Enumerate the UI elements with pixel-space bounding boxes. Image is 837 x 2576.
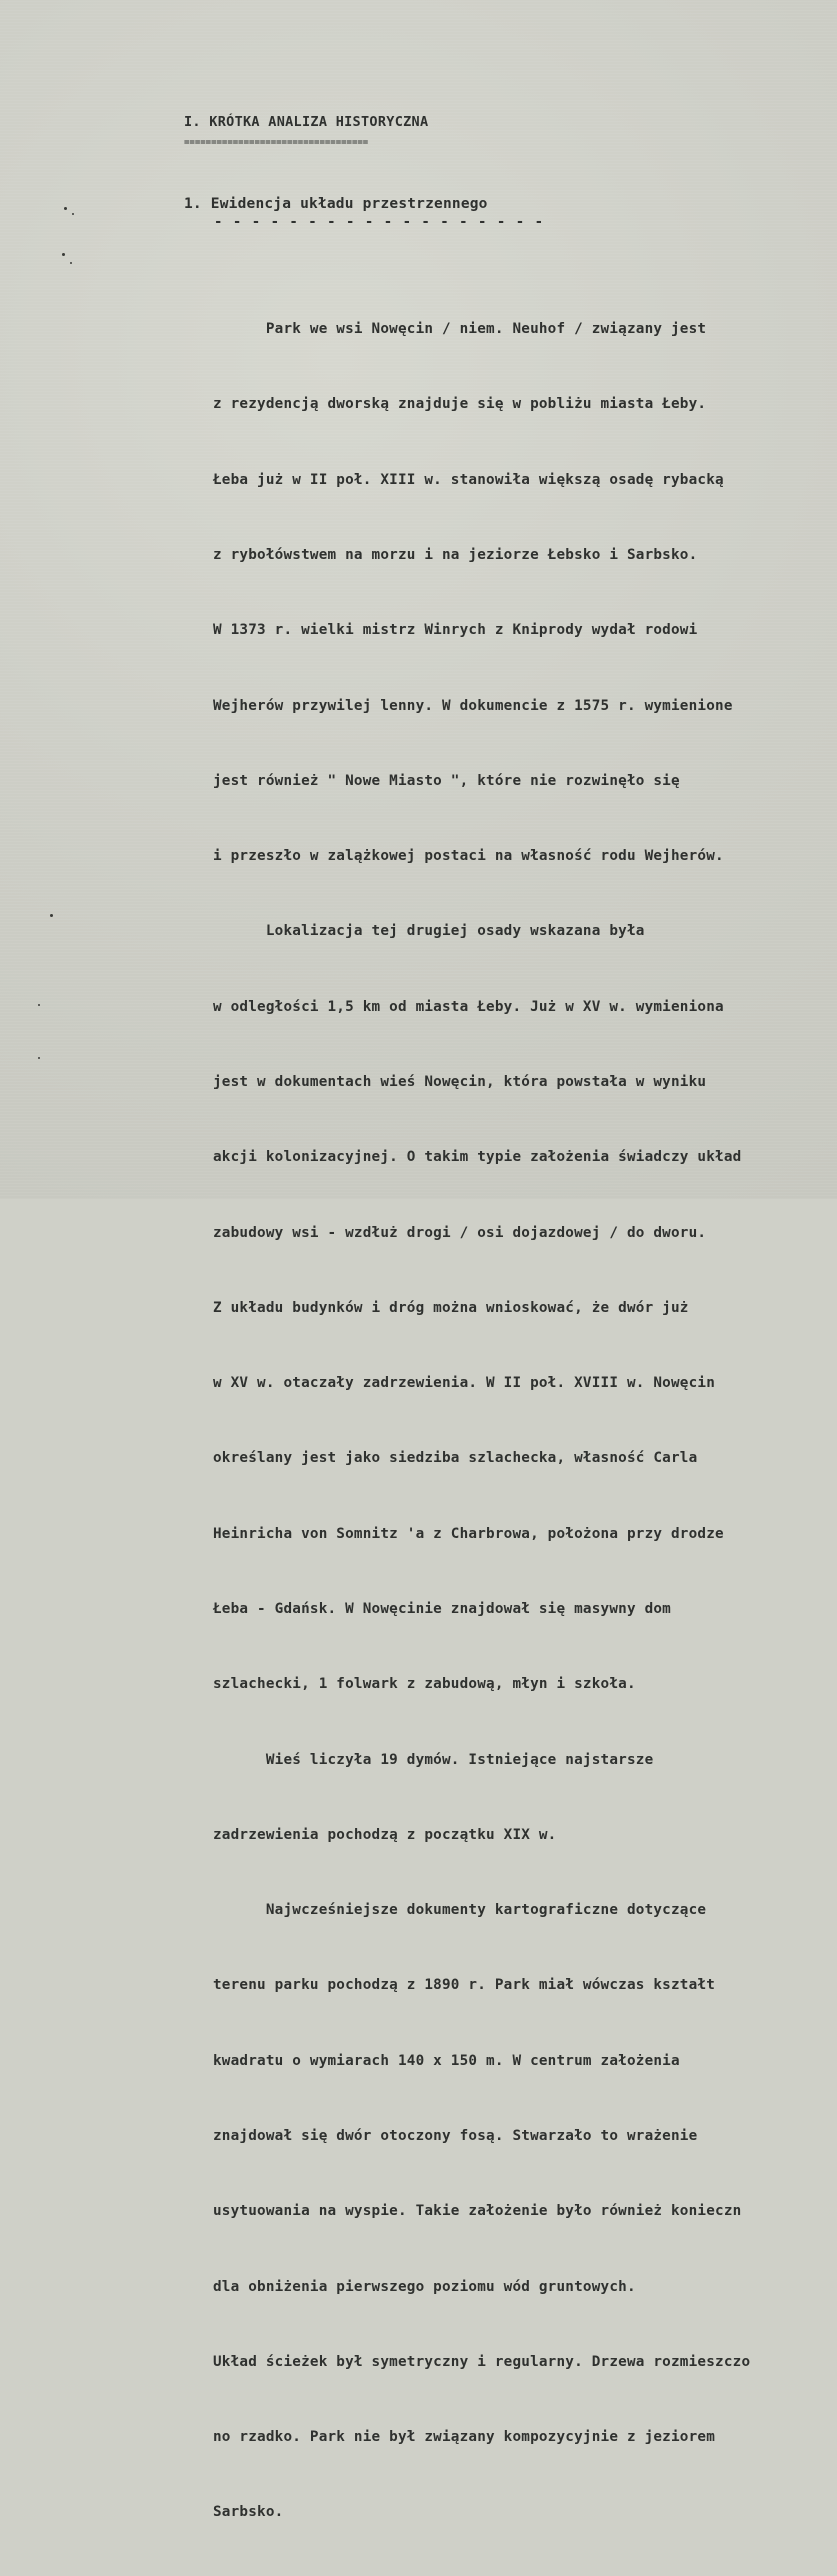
body-line: Wejherów przywilej lenny. W dokumencie z 1575 r. wymienione: [213, 697, 733, 714]
margin-speck: [50, 914, 53, 917]
section-heading-dashed-underline: - - - - - - - - - - - - - - - - - -: [214, 214, 545, 230]
body-line: jest również " Nowe Miasto ", które nie rozwinęło się: [213, 772, 680, 789]
body-line: z rezydencją dworską znajduje się w pobliżu miasta Łeby.: [213, 396, 707, 413]
body-line: Z układu budynków i dróg można wnioskować, że dwór już: [213, 1299, 689, 1316]
body-line: szlachecki, 1 folwark z zabudową, młyn i szkoła.: [213, 1676, 636, 1693]
body-line: Park we wsi Nowęcin / niem. Neuhof / związany jest: [213, 321, 707, 338]
body-line: no rzadko. Park nie był związany kompozycyjnie z jeziorem: [213, 2429, 716, 2446]
body-line: zadrzewienia pochodzą z początku XIX w.: [213, 1826, 557, 1843]
body-line: określany jest jako siedziba szlachecka, własność Carla: [213, 1450, 698, 1467]
section-heading: 1. Ewidencja układu przestrzennego: [184, 196, 488, 212]
body-line: Wieś liczyła 19 dymów. Istniejące najstarsze: [213, 1751, 654, 1768]
chapter-heading-double-underline: ==================================: [184, 138, 369, 148]
margin-speck: [72, 213, 74, 215]
body-line: dla obniżenia pierwszego poziomu wód gruntowych.: [213, 2278, 636, 2295]
margin-speck: [70, 262, 72, 264]
body-line: znajdował się dwór otoczony fosą. Stwarzało to wrażenie: [213, 2127, 698, 2144]
body-line: w odległości 1,5 km od miasta Łeby. Już w XV w. wymieniona: [213, 998, 724, 1015]
body-line: terenu parku pochodzą z 1890 r. Park miał wówczas kształt: [213, 1977, 716, 1994]
body-line: kwadratu o wymiarach 140 x 150 m. W centrum założenia: [213, 2052, 680, 2069]
margin-speck: [38, 1057, 40, 1059]
body-line: Łeba już w II poł. XIII w. stanowiła większą osadę rybacką: [213, 471, 724, 488]
body-line: Najwcześniejsze dokumenty kartograficzne dotyczące: [213, 1902, 707, 1919]
margin-speck: [62, 253, 65, 256]
margin-speck: [38, 1004, 40, 1006]
chapter-heading: I. KRÓTKA ANALIZA HISTORYCZNA: [184, 114, 429, 130]
body-line: Układ ścieżek był symetryczny i regularny. Drzewa rozmieszczo: [213, 2353, 751, 2370]
body-line: Sarbsko.: [213, 2504, 284, 2521]
body-line: jest w dokumentach wieś Nowęcin, która powstała w wyniku: [213, 1074, 707, 1090]
body-line: w XV w. otaczały zadrzewienia. W II poł. XVIII w. Nowęcin: [213, 1375, 716, 1392]
body-line: Lokalizacja tej drugiej osady wskazana była: [213, 923, 645, 940]
body-line: z rybołówstwem na morzu i na jeziorze Łebsko i Sarbsko.: [213, 547, 698, 564]
body-line: W 1373 r. wielki mistrz Winrych z Kniprody wydał rodowi: [213, 622, 698, 639]
body-text: [213, 267, 750, 2576]
body-line: zabudowy wsi - wzdłuż drogi / osi dojazdowej / do dworu.: [213, 1224, 707, 1241]
body-line: akcji kolonizacyjnej. O takim typie założenia świadczy układ: [213, 1149, 742, 1166]
body-line: Łeba - Gdańsk. W Nowęcinie znajdował się masywny dom: [213, 1600, 671, 1617]
margin-speck: [64, 207, 67, 210]
body-line: i przeszło w zalążkowej postaci na własność rodu Wejherów.: [213, 848, 724, 865]
body-line: Heinricha von Somnitz 'a z Charbrowa, położona przy drodze: [213, 1525, 724, 1542]
body-line: usytuowania na wyspie. Takie założenie było również konieczn: [213, 2203, 742, 2220]
